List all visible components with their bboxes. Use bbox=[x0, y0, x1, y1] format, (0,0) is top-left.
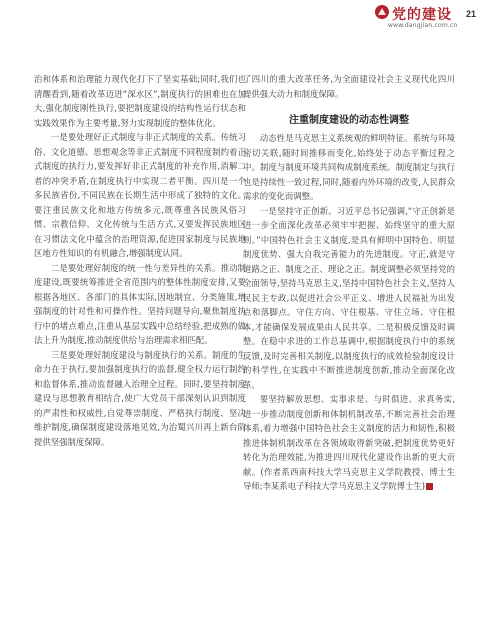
paragraph: 二是要处理好制度的统一性与差异性的关系。推动制度建设,既要统筹推进全省范围内的整体性制度安排,又要根据各地区、各部门的具体实际,因地制宜、分类施策,增强制度的针对性和可操作性。坚持问题导向,聚焦制度执行中的堵点难点,注重从基层实践中总结经验,把成熟的做法上升为制度,推动制度供给与治理需求相匹配。 bbox=[34, 262, 246, 345]
paragraph: 了四川的重大改革任务,为全面建设社会主义现代化四川提供强大动力和制度保障。 bbox=[243, 74, 455, 99]
logo-text: 党的建设 bbox=[392, 7, 452, 23]
paragraph: 一是要处理好正式制度与非正式制度的关系。传统习俗、文化道德、思想观念等非正式制度不同程度制约着正式制度的执行力,要发挥好非正式制度的补充作用,消解二者的冲突矛盾,在制度执行中实现二者平衡。四川是一个多民族省份,不同民族在长期生活中形成了独特的文化。要注重民族文化和地方传统多元,既尊重各民族风俗习惯、宗教信仰、文化传统与生活方式,又要发挥民族地区在习惯法文化中蕴含的治理资源,促进国家制度与民族地区地方性知识的有机融合,增强制度认同。 bbox=[34, 132, 246, 258]
magazine-logo bbox=[370, 2, 465, 32]
paragraph: 三是要处理好制度建设与制度执行的关系。制度的生命力在于执行,要加强制度执行的监督,健全权力运行制约和监督体系,推动监督融入治理全过程。同时,要坚持制度建设与思想教育相结合,使广大党员干部深刻认识到制度的严肃性和权威性,自觉尊崇制度、严格执行制度、坚决维护制度,确保制度建设落地见效,为治蜀兴川再上新台阶提供坚强制度保障。 bbox=[34, 349, 246, 447]
page-number: 21 bbox=[466, 9, 477, 19]
paragraph: 治和体系和治理能力现代化打下了坚实基础;同时,我们也清醒看到,随着改革迈进“深水区”,制度执行的困难也在加大,强化制度刚性执行,要把制度建设的结构性运行状态和实践效果作为主要考量,努力实现制度的整体优化。 bbox=[34, 74, 246, 128]
paragraph: 一是坚持守正创新。习近平总书记强调,“守正创新是进一步全面深化改革必须牢牢把握、始终坚守的重大原则。”中国特色社会主义制度,是具有鲜明中国特色、明显制度优势、强大自我完善能力的先进制度。守正,就是守道路之正、制度之正、理论之正。制度调整必须坚持党的全面领导,坚持马克思主义,坚持中国特色社会主义,坚持人民民主专政,以促进社会公平正义、增进人民福祉为出发点和落脚点。守住方向、守住根基、守住立场、守住根本,才能确保发展成果由人民共享。二是积极反馈及时调整。在稳中求进的工作总基调中,根据制度执行中的系统反馈,及时完善相关制度,以制度执行的成效检验制度设计的科学性,在实践中不断推进制度创新,推动全面深化改革。 bbox=[243, 205, 455, 390]
page-header bbox=[0, 0, 485, 40]
right-column bbox=[243, 72, 455, 494]
paragraph: 动态性是马克思主义系统观的鲜明特征。系统与环境密切关联,随时间推移而变化,始终处于动态平衡过程之中。制度与制度环境共同构成制度系统。制度制定与执行也是持续性一致过程,同时,随着内外环境的改变,人民群众需求的变化而调整。 bbox=[243, 133, 455, 201]
paragraph-last bbox=[243, 392, 455, 494]
paragraph-text: 要坚持解放思想、实事求是、与时俱进、求真务实,进一步推动制度创新和体制机制改革,不断完善社会治理体系,着力增强中国特色社会主义制度的活力和韧性,积极推进体制机制改革在各领域取得新突破,把制度优势更好转化为治理效能,为推进四川现代化建设作出新的更大贡献。(作者系西南科技大学马克思主义学院教授、博士生导师;李某系电子科技大学马克思主义学院博士生) bbox=[243, 394, 455, 491]
party-emblem-icon bbox=[374, 4, 390, 20]
section-heading: 注重制度建设的动态性调整 bbox=[289, 115, 409, 126]
left-column bbox=[34, 72, 246, 449]
end-mark-icon bbox=[426, 483, 433, 490]
website-url: www.dangjian.com.cn bbox=[388, 22, 458, 29]
